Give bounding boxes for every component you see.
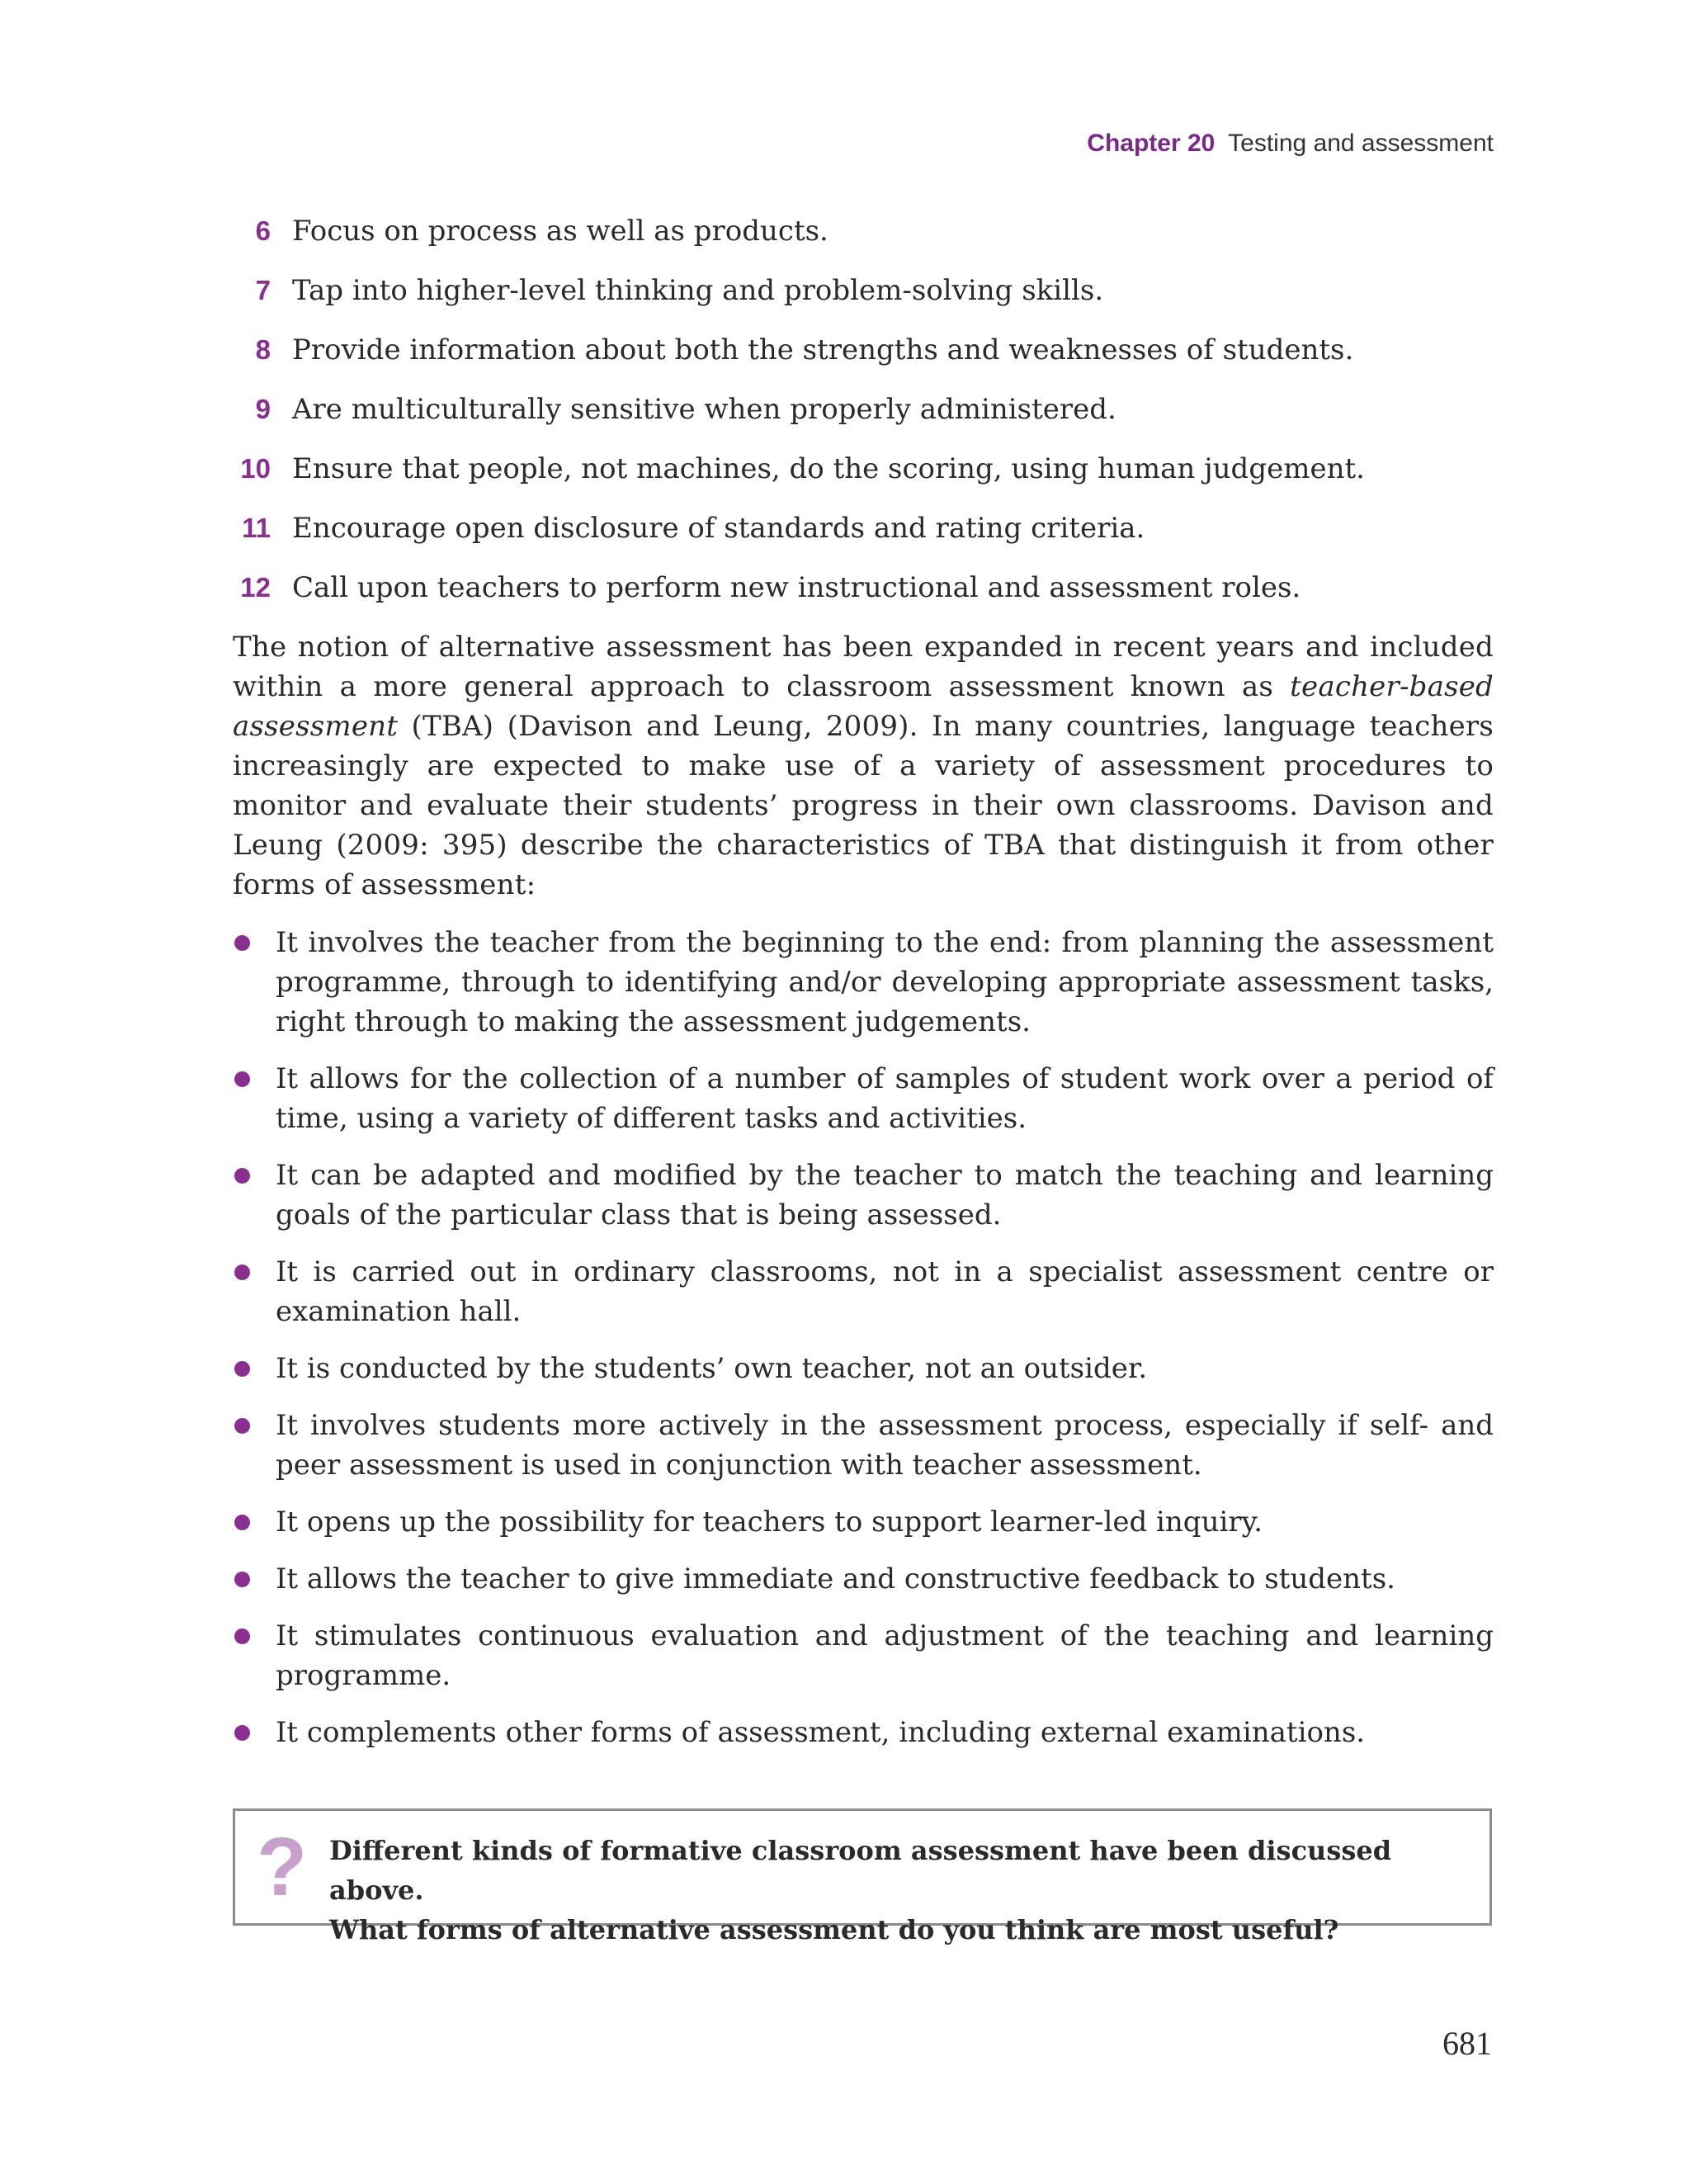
item-number: 9: [255, 394, 271, 424]
bullet-text: It is conducted by the students’ own teacher, not an outsider.: [276, 1352, 1148, 1385]
paragraph-text-start: The notion of alternative assessment has been expanded in recent years and included within a more general approach to classroom assessment known as: [233, 631, 1494, 703]
list-item: [233, 568, 1494, 607]
list-item: [233, 330, 1494, 370]
body-paragraph: [233, 627, 1494, 905]
item-number: 8: [255, 334, 271, 365]
item-text: Are multiculturally sensitive when properly administered.: [292, 393, 1116, 426]
list-item: [233, 271, 1494, 310]
bullet-dot-icon: [234, 1418, 250, 1434]
bullet-text: It complements other forms of assessment, including external examinations.: [276, 1716, 1366, 1749]
bullet-text: It can be adapted and modified by the teacher to match the teaching and learning goals of the particular class that is being assessed.: [276, 1159, 1494, 1231]
item-number: 11: [242, 513, 271, 543]
bullet-dot-icon: [234, 1629, 250, 1644]
bullet-dot-icon: [234, 1725, 250, 1741]
bullet-item: [233, 1156, 1494, 1235]
bullet-list: [233, 923, 1494, 1752]
bullet-item: [233, 1559, 1494, 1599]
bullet-dot-icon: [234, 1071, 250, 1087]
bullet-item: [233, 1713, 1494, 1752]
page-number: 681: [1442, 2025, 1492, 2062]
item-text: Focus on process as well as products.: [292, 215, 828, 248]
question-line: Different kinds of formative classroom assessment have been discussed above.: [329, 1835, 1392, 1906]
list-item: [233, 211, 1494, 251]
bullet-text: It involves students more actively in the assessment process, especially if self- and peer assessment is used in conjunction with teacher assessment.: [276, 1409, 1494, 1482]
running-head: [1087, 127, 1494, 160]
list-item: [233, 508, 1494, 548]
bullet-item: [233, 1406, 1494, 1485]
item-text: Ensure that people, not machines, do the scoring, using human judgement.: [292, 452, 1365, 485]
paragraph-italic-term: teacher-based assessment: [233, 670, 1494, 743]
bullet-text: It stimulates continuous evaluation and adjustment of the teaching and learning programme.: [276, 1619, 1494, 1692]
item-text: Provide information about both the strengths and weaknesses of students.: [292, 333, 1354, 366]
bullet-item: [233, 1252, 1494, 1331]
bullet-dot-icon: [234, 1515, 250, 1530]
numbered-list: [233, 211, 1494, 607]
bullet-text: It opens up the possibility for teachers to support learner-led inquiry.: [276, 1506, 1263, 1539]
item-text: Tap into higher-level thinking and problem-solving skills.: [292, 274, 1104, 307]
chapter-label: Chapter 20: [1087, 130, 1216, 157]
item-text: Encourage open disclosure of standards and rating criteria.: [292, 512, 1145, 545]
bullet-dot-icon: [234, 1361, 250, 1377]
question-mark-icon: ?: [257, 1821, 308, 1913]
bullet-dot-icon: [234, 1168, 250, 1184]
bullet-item: [233, 1502, 1494, 1542]
question-line: What forms of alternative assessment do you think are most useful?: [329, 1914, 1339, 1945]
list-item: [233, 449, 1494, 489]
bullet-text: It allows the teacher to give immediate and constructive feedback to students.: [276, 1562, 1395, 1595]
list-item: [233, 390, 1494, 429]
paragraph-text-end: (TBA) (Davison and Leung, 2009). In many countries, language teachers increasingly are expected to make use of a variety of assessment procedures to monitor and evaluate their students’ progress in their own classrooms. Davison and Leung (2009: 395) describe the characteristics of TBA that distinguish it from other forms of assessment:: [233, 710, 1494, 901]
bullet-item: [233, 1059, 1494, 1138]
bullet-text: It is carried out in ordinary classrooms, not in a specialist assessment centre or examination hall.: [276, 1255, 1494, 1328]
bullet-item: [233, 1616, 1494, 1695]
chapter-title: Testing and assessment: [1228, 130, 1494, 157]
item-number: 6: [255, 215, 271, 246]
bullet-text: It involves the teacher from the beginning to the end: from planning the assessment programme, through to identifying and/or developing appropriate assessment tasks, right through to making the assessment judgements.: [276, 926, 1494, 1038]
bullet-dot-icon: [234, 935, 250, 951]
bullet-dot-icon: [234, 1265, 250, 1280]
bullet-text: It allows for the collection of a number of samples of student work over a period of time, using a variety of different tasks and activities.: [276, 1062, 1494, 1135]
reflection-question-box: [233, 1808, 1492, 1945]
bullet-item: [233, 923, 1494, 1042]
item-number: 10: [240, 453, 271, 484]
item-text: Call upon teachers to perform new instructional and assessment roles.: [292, 571, 1301, 604]
page-body: [233, 211, 1494, 1770]
item-number: 12: [240, 572, 271, 603]
bullet-item: [233, 1349, 1494, 1388]
bullet-dot-icon: [234, 1572, 250, 1587]
item-number: 7: [255, 275, 271, 305]
question-text: [329, 1831, 1468, 1950]
